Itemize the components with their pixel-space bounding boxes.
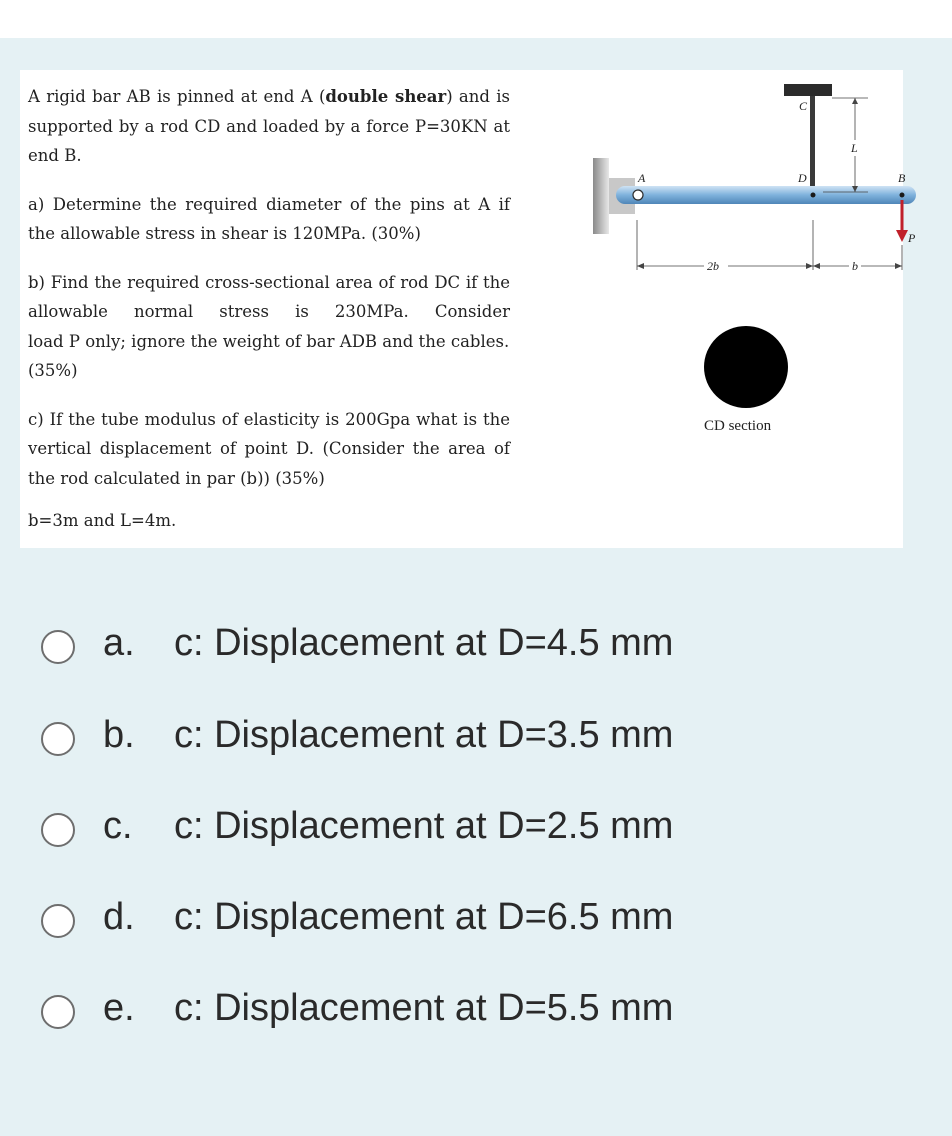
radio-icon[interactable] [41, 813, 75, 847]
wall-support [593, 158, 609, 234]
rod-cd [810, 96, 815, 196]
question-text [28, 82, 510, 536]
cd-section-label: CD section [704, 418, 772, 434]
option-letter: e. [103, 987, 135, 1029]
option-letter: d. [103, 896, 135, 938]
option-letter: a. [103, 622, 135, 664]
option-text: c: Displacement at D=2.5 mm [174, 805, 674, 847]
label-a: A [638, 171, 646, 185]
rigid-bar-ab [616, 186, 916, 204]
radio-icon[interactable] [41, 904, 75, 938]
given-values: b=3m and L=4m. [28, 511, 177, 530]
intro-bold-text: double shear [325, 87, 447, 106]
option-letter: b. [103, 714, 135, 756]
label-b-dim: b [852, 259, 858, 273]
part-b-line-1: b) Find the required cross-sectional area of rod DC if the [28, 272, 510, 292]
option-a[interactable] [0, 618, 760, 678]
intro-text: A rigid bar AB is pinned at end A ( [28, 87, 326, 106]
ceiling-support [784, 84, 832, 96]
label-c: C [799, 99, 808, 113]
option-c[interactable] [0, 801, 760, 861]
part-a-text: a) Determine the required diameter of the pins at A if the allowable stress in shear is 120MPa. (30%) [28, 194, 510, 243]
option-d[interactable] [0, 892, 760, 952]
pin-a-icon [633, 190, 643, 200]
intro-text-end: ) and is supported by a rod CD and loaded by a force P=30KN at end B. [28, 87, 510, 165]
label-p: P [908, 231, 916, 245]
option-text: c: Displacement at D=5.5 mm [174, 987, 674, 1029]
beam-diagram [568, 70, 916, 370]
option-letter: c. [103, 805, 133, 847]
label-d: D [798, 171, 807, 185]
part-b-line-2: allowable normal stress is 230MPa. Consider [28, 302, 510, 321]
part-b-line-3: load P only; ignore the weight of bar ADB and the cables. (35%) [28, 331, 510, 380]
radio-icon[interactable] [41, 995, 75, 1029]
radio-icon[interactable] [41, 722, 75, 756]
option-e[interactable] [0, 983, 760, 1043]
option-text: c: Displacement at D=6.5 mm [174, 896, 674, 938]
label-l: L [851, 141, 858, 155]
cd-section-circle [704, 326, 788, 408]
label-b: B [898, 171, 906, 185]
option-b[interactable] [0, 710, 760, 770]
option-text: c: Displacement at D=3.5 mm [174, 714, 674, 756]
question-card [20, 70, 916, 548]
question-intro [28, 82, 510, 171]
radio-icon[interactable] [41, 630, 75, 664]
part-c-text: c) If the tube modulus of elasticity is 200Gpa what is the vertical displacement of point D. (Consider the area of the rod calculated in par (b)) (35%) [28, 409, 510, 488]
label-2b: 2b [707, 259, 719, 273]
option-text: c: Displacement at D=4.5 mm [174, 622, 674, 664]
